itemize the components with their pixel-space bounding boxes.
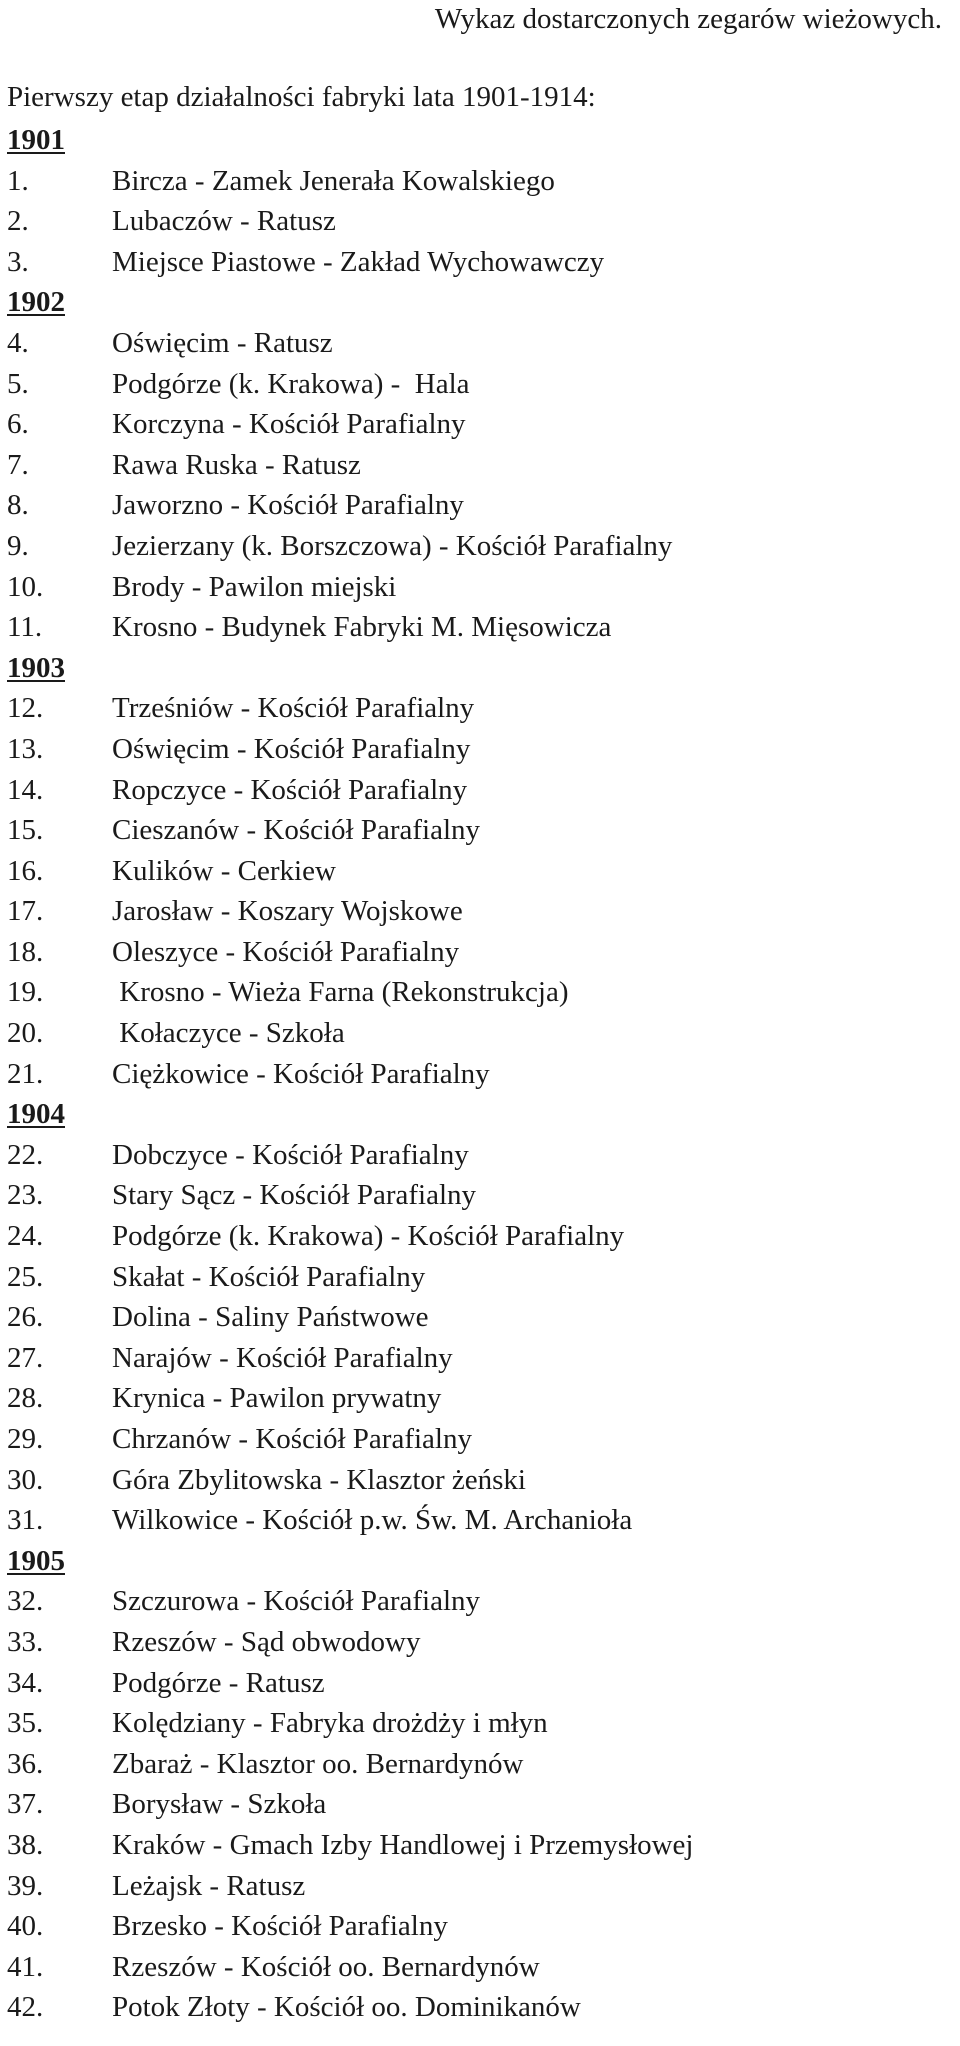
item-location: Szczurowa - Kościół Parafialny [112,1585,481,1618]
item-number: 4. [7,326,29,359]
item-number: 7. [7,448,29,481]
item-number: 32. [7,1585,44,1618]
item-location: Kraków - Gmach Izby Handlowej i Przemysłowej [112,1828,694,1861]
item-number: 33. [7,1625,44,1658]
list-item [7,1622,947,1663]
list-item [7,404,947,445]
item-location: Wilkowice - Kościół p.w. Św. M. Archanioła [112,1504,633,1537]
list-item [7,567,947,608]
list-item [7,891,947,932]
list-item [7,1744,947,1785]
list-item [7,729,947,770]
item-location: Dolina - Saliny Państwowe [112,1301,429,1334]
list-item [7,1135,947,1176]
item-number: 24. [7,1220,44,1253]
list-item [7,1906,947,1947]
item-location: Ciężkowice - Kościół Parafialny [112,1057,490,1090]
item-location: Trześniów - Kościół Parafialny [112,692,475,725]
list-item [7,161,947,202]
list-item [7,1378,947,1419]
year-heading: 1902 [7,286,65,319]
list-item [7,445,947,486]
item-number: 14. [7,773,44,806]
item-location: Korczyna - Kościół Parafialny [112,408,466,441]
list-item [7,1866,947,1907]
item-location: Leżajsk - Ratusz [112,1869,306,1902]
item-number: 27. [7,1341,44,1374]
list-item [7,1784,947,1825]
item-location: Jarosław - Koszary Wojskowe [112,895,463,928]
item-number: 6. [7,408,29,441]
item-number: 23. [7,1179,44,1212]
list-item [7,1216,947,1257]
item-location: Borysław - Szkoła [112,1788,327,1821]
item-location: Oleszyce - Kościół Parafialny [112,935,460,968]
item-location: Zbaraż - Klasztor oo. Bernardynów [112,1747,524,1780]
list-item [7,485,947,526]
item-number: 31. [7,1504,44,1537]
item-number: 18. [7,935,44,968]
item-location: Jezierzany (k. Borszczowa) - Kościół Parafialny [112,529,673,562]
item-location: Brzesko - Kościół Parafialny [112,1910,448,1943]
list-item [7,1460,947,1501]
list-item [7,364,947,405]
item-number: 37. [7,1788,44,1821]
item-location: Oświęcim - Ratusz [112,326,333,359]
item-location: Potok Złoty - Kościół oo. Dominikanów [112,1991,581,2024]
item-location: Kolędziany - Fabryka drożdży i młyn [112,1707,548,1740]
list-item [7,1581,947,1622]
year-heading: 1903 [7,651,65,684]
list-item [7,972,947,1013]
list-item [7,1054,947,1095]
section-heading: Pierwszy etap działalności fabryki lata 1901-1914: [7,81,596,113]
list-item [7,932,947,973]
item-number: 25. [7,1260,44,1293]
item-number: 22. [7,1138,44,1171]
item-location: Ropczyce - Kościół Parafialny [112,773,468,806]
item-location: Brody - Pawilon miejski [112,570,397,603]
item-number: 13. [7,732,44,765]
item-number: 34. [7,1666,44,1699]
item-location: Skałat - Kościół Parafialny [112,1260,426,1293]
list-item [7,1257,947,1298]
item-number: 41. [7,1950,44,1983]
list-item [7,201,947,242]
list-item [7,1297,947,1338]
item-number: 9. [7,529,29,562]
list-item [7,810,947,851]
item-number: 11. [7,611,43,644]
item-location: Dobczyce - Kościół Parafialny [112,1138,469,1171]
item-location: Kulików - Cerkiew [112,854,336,887]
item-location: Stary Sącz - Kościół Parafialny [112,1179,477,1212]
item-number: 29. [7,1423,44,1455]
item-location: Cieszanów - Kościół Parafialny [112,814,481,847]
item-number: 30. [7,1463,44,1496]
list-item [7,1663,947,1704]
item-number: 39. [7,1869,44,1902]
list-item [7,526,947,567]
item-number: 17. [7,895,44,928]
item-location: Krynica - Pawilon prywatny [112,1382,442,1415]
item-number: 40. [7,1910,44,1943]
item-number: 3. [7,245,29,278]
list-item [7,1987,947,2028]
item-number: 21. [7,1057,44,1090]
item-number: 15. [7,814,44,847]
item-location: Rawa Ruska - Ratusz [112,448,361,481]
list-item [7,607,947,648]
year-heading: 1901 [7,124,65,156]
list-item [7,770,947,811]
item-location: Bircza - Zamek Jenerała Kowalskiego [112,164,555,197]
clock-delivery-list [7,120,947,2028]
item-location: Lubaczów - Ratusz [112,205,336,238]
item-number: 16. [7,854,44,887]
item-location: Kołaczyce - Szkoła [112,1017,345,1050]
item-location: Oświęcim - Kościół Parafialny [112,732,471,765]
item-number: 19. [7,976,44,1009]
item-number: 26. [7,1301,44,1334]
list-item [7,1825,947,1866]
list-item [7,242,947,283]
list-item [7,323,947,364]
item-location: Podgórze (k. Krakowa) - Hala [112,367,470,400]
list-item [7,1703,947,1744]
item-number: 28. [7,1382,44,1415]
list-item [7,1419,947,1460]
list-item [7,1175,947,1216]
item-number: 12. [7,692,44,725]
item-location: Podgórze (k. Krakowa) - Kościół Parafialny [112,1220,625,1253]
item-number: 8. [7,489,29,522]
item-number: 1. [7,164,29,197]
list-item [7,1338,947,1379]
item-number: 10. [7,570,44,603]
list-item [7,851,947,892]
item-number: 2. [7,205,29,238]
list-item [7,1500,947,1541]
item-number: 42. [7,1991,44,2024]
item-location: Krosno - Wieża Farna (Rekonstrukcja) [112,976,569,1009]
item-location: Chrzanów - Kościół Parafialny [112,1423,472,1455]
item-location: Góra Zbylitowska - Klasztor żeński [112,1463,526,1496]
item-location: Krosno - Budynek Fabryki M. Mięsowicza [112,611,612,644]
item-location: Rzeszów - Kościół oo. Bernardynów [112,1950,540,1983]
document-title: Wykaz dostarczonych zegarów wieżowych. [434,3,942,35]
item-number: 36. [7,1747,44,1780]
list-item [7,1013,947,1054]
item-location: Jaworzno - Kościół Parafialny [112,489,464,522]
year-heading: 1904 [7,1098,65,1131]
item-number: 35. [7,1707,44,1740]
item-location: Podgórze - Ratusz [112,1666,325,1699]
item-number: 5. [7,367,29,400]
item-location: Miejsce Piastowe - Zakład Wychowawczy [112,245,605,278]
list-item [7,1947,947,1988]
item-location: Rzeszów - Sąd obwodowy [112,1625,421,1658]
item-number: 38. [7,1828,44,1861]
item-number: 20. [7,1017,44,1050]
item-location: Narajów - Kościół Parafialny [112,1341,453,1374]
list-item [7,688,947,729]
year-heading: 1905 [7,1544,65,1577]
